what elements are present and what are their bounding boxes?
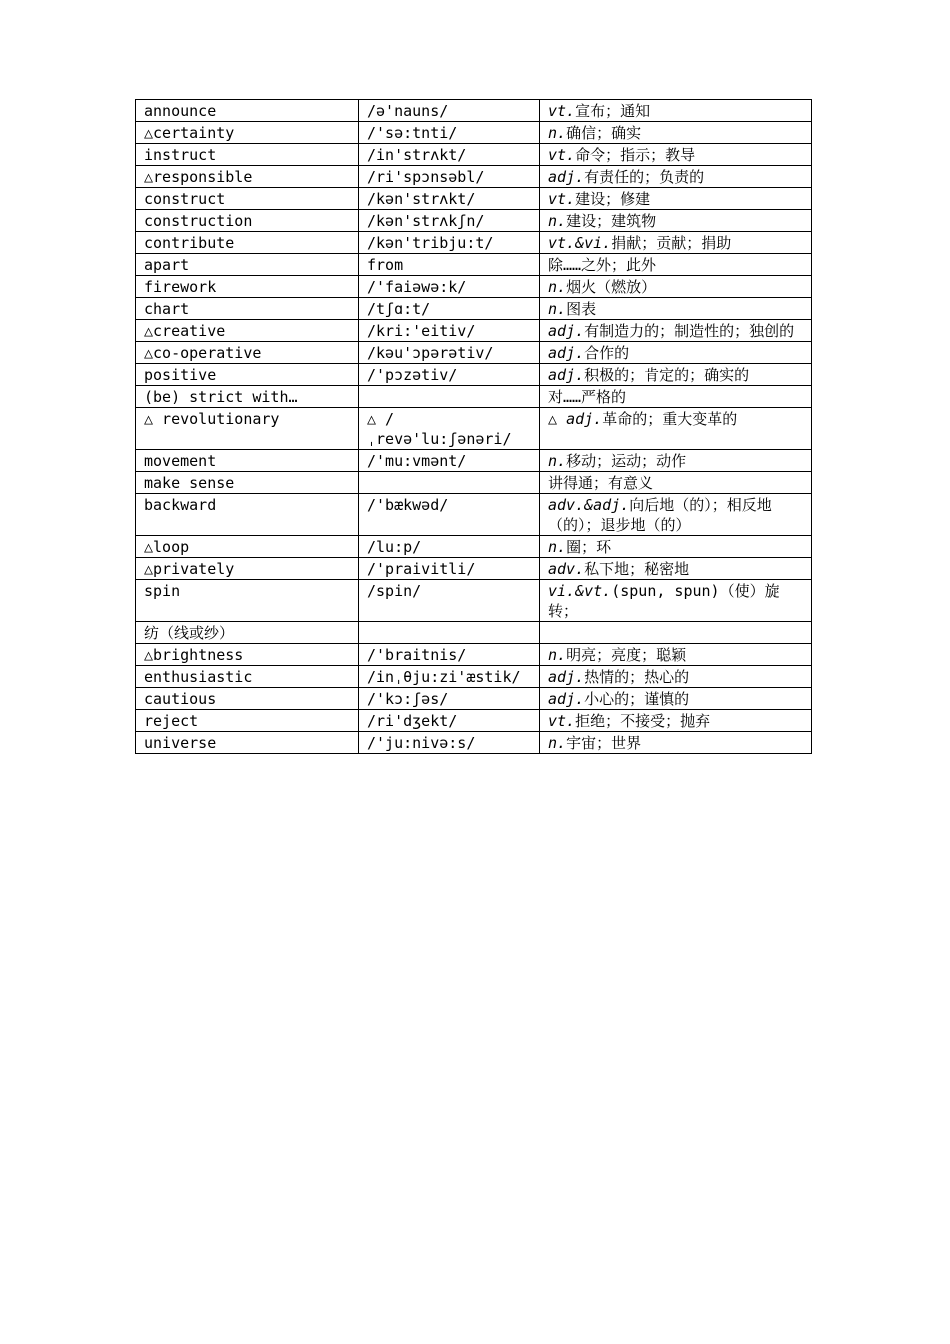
word-cell: cautious <box>136 688 359 710</box>
definition-cell <box>540 494 812 536</box>
part-of-speech: adj. <box>548 668 585 686</box>
part-of-speech: vt. <box>548 712 576 730</box>
table-row <box>136 536 812 558</box>
definition-cell <box>540 580 812 622</box>
definition-cell <box>540 558 812 580</box>
definition-cell <box>540 472 812 494</box>
phonetic-cell: /tʃɑ:t/ <box>359 298 540 320</box>
part-of-speech: adj. <box>548 344 585 362</box>
table-row <box>136 166 812 188</box>
table-row <box>136 254 812 276</box>
phonetic-cell <box>359 622 540 644</box>
phonetic-cell: /kəu'ɔpərətiv/ <box>359 342 540 364</box>
meaning-text: 宣布；通知 <box>575 102 651 120</box>
part-of-speech: adv.&adj. <box>548 496 630 514</box>
word-cell: firework <box>136 276 359 298</box>
table-row <box>136 210 812 232</box>
word-cell: △ revolutionary <box>136 408 359 450</box>
table-row <box>136 732 812 754</box>
table-row <box>136 710 812 732</box>
meaning-text: 捐献；贡献；捐助 <box>611 234 732 252</box>
meaning-text: 除……之外；此外 <box>548 256 657 274</box>
word-cell: spin <box>136 580 359 622</box>
meaning-text: 宇宙；世界 <box>566 734 642 752</box>
definition-prefix: △ <box>548 410 567 428</box>
phonetic-cell: from <box>359 254 540 276</box>
meaning-text: 明亮；亮度；聪颖 <box>566 646 687 664</box>
table-row <box>136 450 812 472</box>
word-cell: construction <box>136 210 359 232</box>
word-cell: △co-operative <box>136 342 359 364</box>
table-row <box>136 144 812 166</box>
table-row <box>136 580 812 622</box>
phonetic-cell: /'ju:nivə:s/ <box>359 732 540 754</box>
meaning-text: (spun, spun)（使）旋转； <box>548 582 780 620</box>
meaning-text: 私下地；秘密地 <box>584 560 690 578</box>
table-row <box>136 666 812 688</box>
table-row <box>136 100 812 122</box>
phonetic-cell: /'praivitli/ <box>359 558 540 580</box>
part-of-speech: vt. <box>548 190 576 208</box>
definition-cell <box>540 122 812 144</box>
word-cell: △creative <box>136 320 359 342</box>
definition-cell <box>540 732 812 754</box>
word-cell: movement <box>136 450 359 472</box>
phonetic-cell <box>359 472 540 494</box>
part-of-speech: n. <box>548 452 567 470</box>
phonetic-cell: /'sə:tnti/ <box>359 122 540 144</box>
phonetic-cell: △ /ˌrevə'lu:ʃənəri/ <box>359 408 540 450</box>
part-of-speech: adj. <box>548 322 585 340</box>
definition-cell <box>540 386 812 408</box>
part-of-speech: n. <box>548 124 567 142</box>
word-cell: △brightness <box>136 644 359 666</box>
meaning-text: 圈；环 <box>566 538 612 556</box>
table-row <box>136 408 812 450</box>
meaning-text: 移动；运动；动作 <box>566 452 687 470</box>
definition-cell <box>540 666 812 688</box>
part-of-speech: vt.&vi. <box>548 234 612 252</box>
table-row <box>136 320 812 342</box>
word-cell: construct <box>136 188 359 210</box>
phonetic-cell: /ə'nauns/ <box>359 100 540 122</box>
word-cell: (be) strict with… <box>136 386 359 408</box>
definition-cell <box>540 408 812 450</box>
word-cell: apart <box>136 254 359 276</box>
table-row <box>136 342 812 364</box>
definition-cell <box>540 210 812 232</box>
definition-cell <box>540 710 812 732</box>
definition-cell <box>540 188 812 210</box>
part-of-speech: n. <box>548 300 567 318</box>
phonetic-cell: /kən'strʌkʃn/ <box>359 210 540 232</box>
word-cell: positive <box>136 364 359 386</box>
definition-cell <box>540 688 812 710</box>
table-row <box>136 494 812 536</box>
phonetic-cell <box>359 386 540 408</box>
part-of-speech: n. <box>548 538 567 556</box>
table-row <box>136 386 812 408</box>
part-of-speech: vt. <box>548 146 576 164</box>
part-of-speech: adj. <box>548 366 585 384</box>
phonetic-cell: /kən'tribju:t/ <box>359 232 540 254</box>
meaning-text: 小心的；谨慎的 <box>584 690 690 708</box>
word-cell: △responsible <box>136 166 359 188</box>
phonetic-cell: /'braitnis/ <box>359 644 540 666</box>
table-row <box>136 188 812 210</box>
definition-cell <box>540 100 812 122</box>
part-of-speech: n. <box>548 212 567 230</box>
vocabulary-table <box>135 99 812 754</box>
meaning-text: 建设；修建 <box>575 190 651 208</box>
phonetic-cell: /'kɔ:ʃəs/ <box>359 688 540 710</box>
definition-cell <box>540 622 812 644</box>
word-cell: contribute <box>136 232 359 254</box>
phonetic-cell: /kri:'eitiv/ <box>359 320 540 342</box>
part-of-speech: adj. <box>566 410 603 428</box>
table-row <box>136 644 812 666</box>
part-of-speech: vi.&vt. <box>548 582 612 600</box>
definition-cell <box>540 254 812 276</box>
part-of-speech: adv. <box>548 560 585 578</box>
definition-cell <box>540 320 812 342</box>
phonetic-cell: /'bækwəd/ <box>359 494 540 536</box>
meaning-text: 积极的；肯定的；确实的 <box>584 366 750 384</box>
phonetic-cell: /spin/ <box>359 580 540 622</box>
meaning-text: 讲得通；有意义 <box>548 474 654 492</box>
meaning-text: 建设；建筑物 <box>566 212 657 230</box>
definition-cell <box>540 276 812 298</box>
meaning-text: 有责任的；负责的 <box>584 168 705 186</box>
definition-cell <box>540 166 812 188</box>
phonetic-cell: /ri'spɔnsəbl/ <box>359 166 540 188</box>
meaning-text: 命令；指示；教导 <box>575 146 696 164</box>
meaning-text: 对……严格的 <box>548 388 627 406</box>
phonetic-cell: /lu:p/ <box>359 536 540 558</box>
table-row <box>136 122 812 144</box>
definition-cell <box>540 536 812 558</box>
vocabulary-table-body <box>136 100 812 754</box>
meaning-text: 有制造力的；制造性的；独创的 <box>584 322 795 340</box>
table-row <box>136 298 812 320</box>
phonetic-cell: /'mu:vmənt/ <box>359 450 540 472</box>
definition-cell <box>540 450 812 472</box>
meaning-text: 确信；确实 <box>566 124 642 142</box>
phonetic-cell: /'pɔzətiv/ <box>359 364 540 386</box>
word-cell: △loop <box>136 536 359 558</box>
phonetic-cell: /in'strʌkt/ <box>359 144 540 166</box>
word-cell: announce <box>136 100 359 122</box>
word-cell: chart <box>136 298 359 320</box>
part-of-speech: n. <box>548 734 567 752</box>
table-row <box>136 558 812 580</box>
meaning-text: 拒绝；不接受；抛弃 <box>575 712 711 730</box>
phonetic-cell: /'faiəwə:k/ <box>359 276 540 298</box>
definition-cell <box>540 144 812 166</box>
definition-cell <box>540 644 812 666</box>
word-cell: △privately <box>136 558 359 580</box>
meaning-text: 烟火（燃放） <box>566 278 657 296</box>
meaning-text: 图表 <box>566 300 597 318</box>
definition-cell <box>540 232 812 254</box>
definition-cell <box>540 342 812 364</box>
phonetic-cell: /kən'strʌkt/ <box>359 188 540 210</box>
meaning-text: 革命的；重大变革的 <box>602 410 738 428</box>
phonetic-cell: /inˌθju:zi'æstik/ <box>359 666 540 688</box>
meaning-text: 合作的 <box>584 344 630 362</box>
definition-cell <box>540 298 812 320</box>
table-row <box>136 688 812 710</box>
meaning-text: 热情的；热心的 <box>584 668 690 686</box>
phonetic-cell: /ri'dʒekt/ <box>359 710 540 732</box>
table-row <box>136 276 812 298</box>
part-of-speech: n. <box>548 278 567 296</box>
table-row <box>136 622 812 644</box>
meaning-text: 向后地（的）；相反地（的）；退步地（的） <box>548 496 772 534</box>
word-cell: make sense <box>136 472 359 494</box>
table-row <box>136 232 812 254</box>
definition-cell <box>540 364 812 386</box>
word-cell: instruct <box>136 144 359 166</box>
part-of-speech: adj. <box>548 168 585 186</box>
table-row <box>136 364 812 386</box>
word-cell: reject <box>136 710 359 732</box>
table-row <box>136 472 812 494</box>
word-cell: backward <box>136 494 359 536</box>
part-of-speech: n. <box>548 646 567 664</box>
part-of-speech: adj. <box>548 690 585 708</box>
word-cell: universe <box>136 732 359 754</box>
part-of-speech: vt. <box>548 102 576 120</box>
word-cell: enthusiastic <box>136 666 359 688</box>
word-cell: △certainty <box>136 122 359 144</box>
word-cell: 纺（线或纱） <box>136 622 359 644</box>
